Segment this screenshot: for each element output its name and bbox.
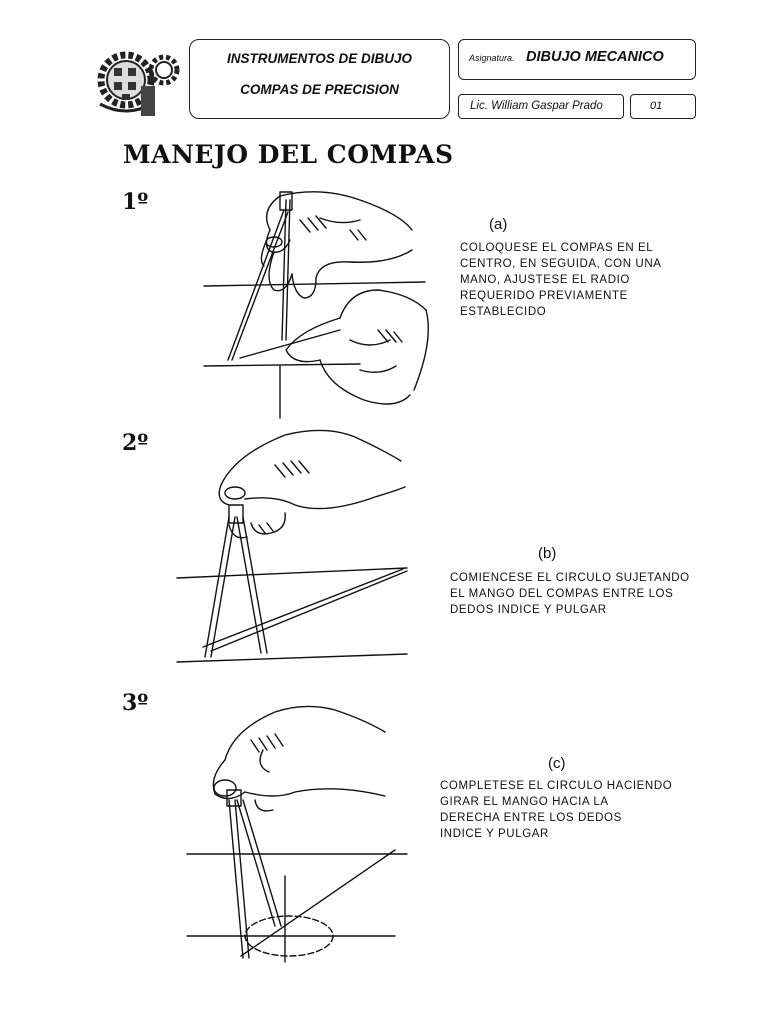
header-title-line2: COMPAS DE PRECISION [240,82,399,97]
step-label: (a) [489,216,508,233]
compass-hand-illustration-2 [175,425,415,665]
description-line: ESTABLECIDO [460,306,547,318]
page-number-box [630,94,696,119]
step-number: 1º [122,189,149,215]
description-line: EL MANGO DEL COMPAS ENTRE LOS [450,588,674,600]
subject-box [458,39,696,80]
page-title: MANEJO DEL COMPAS [123,140,454,169]
description-line: INDICE Y PULGAR [440,828,549,840]
description-line: GIRAR EL MANGO HACIA LA [440,796,609,808]
step-description [460,240,662,320]
description-line: DERECHA ENTRE LOS DEDOS [440,812,622,824]
description-line: COLOQUESE EL COMPAS EN EL [460,242,654,254]
compass-hand-illustration-3 [185,700,415,965]
step-label: (b) [538,545,557,562]
step-description [440,778,672,842]
description-line: MANO, AJUSTESE EL RADIO [460,274,630,286]
author-box [458,94,624,119]
step-number: 3º [122,690,149,716]
description-line: REQUERIDO PREVIAMENTE [460,290,628,302]
header-title-box [189,39,450,119]
step-number: 2º [122,430,149,456]
institution-logo [96,42,186,120]
author-name: Lic. William Gaspar Prado [470,100,603,112]
description-line: CENTRO, EN SEGUIDA, CON UNA [460,258,662,270]
step-label: (c) [548,755,566,772]
subject-name: DIBUJO MECANICO [526,49,664,65]
description-line: COMPLETESE EL CIRCULO HACIENDO [440,780,673,792]
description-line: COMIENCESE EL CIRCULO SUJETANDO [450,572,690,584]
description-line: DEDOS INDICE Y PULGAR [450,604,607,616]
subject-label: Asignatura. [469,53,515,63]
gear-logo-icon [96,42,186,120]
page-number: 01 [650,100,663,112]
compass-hand-illustration-1 [200,190,440,420]
header-title-line1: INSTRUMENTOS DE DIBUJO [226,51,413,66]
step-description [450,570,690,618]
